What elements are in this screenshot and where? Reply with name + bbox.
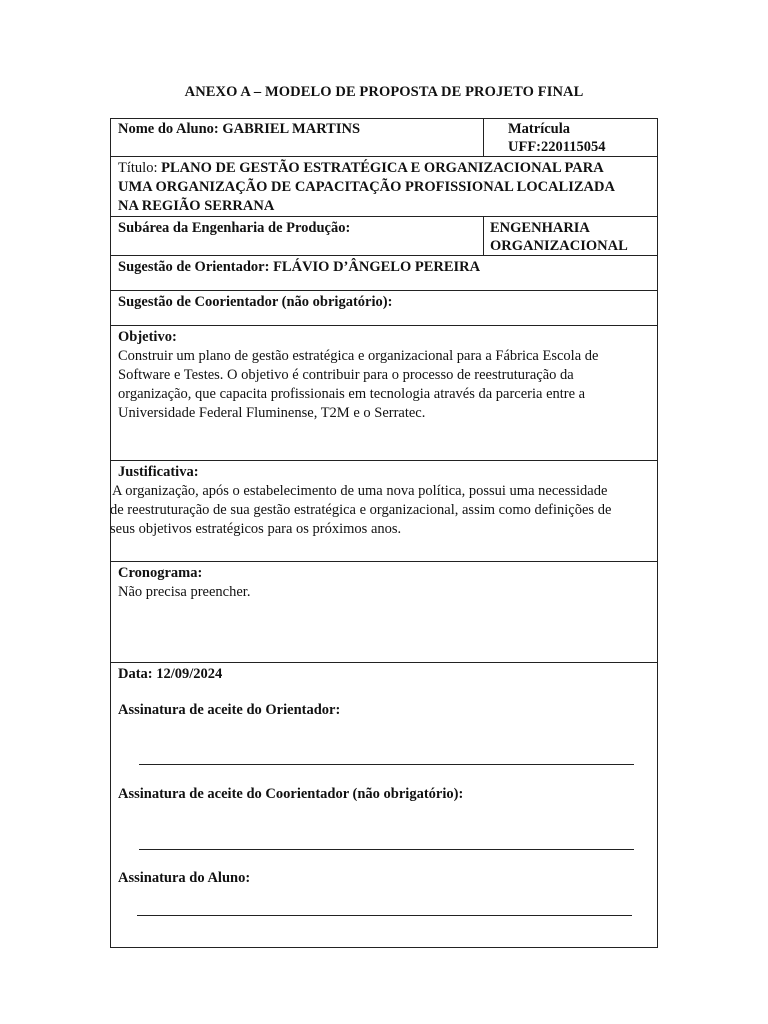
justification-label: Justificativa:	[118, 464, 199, 480]
student-signature-line	[137, 915, 632, 916]
objective-label: Objetivo:	[118, 329, 177, 345]
matricula-label: Matrícula	[508, 121, 571, 137]
signatures-row	[111, 662, 657, 947]
matricula-value: UFF:220115054	[508, 139, 606, 155]
subarea-value-cell	[483, 217, 657, 255]
objective-row	[111, 325, 657, 460]
advisor-signature-label: Assinatura de aceite do Orientador:	[118, 702, 341, 718]
subarea-label-cell	[111, 217, 483, 255]
objective-line-2: Software e Testes. O objetivo é contribuir para o processo de reestruturação da	[118, 367, 574, 383]
advisor-label: Sugestão de Orientador:	[118, 259, 270, 275]
subarea-value-line-1: ENGENHARIA	[490, 220, 590, 236]
title-row	[111, 156, 657, 216]
subarea-value-line-2: ORGANIZACIONAL	[490, 238, 628, 254]
objective-line-4: Universidade Federal Fluminense, T2M e o Serratec.	[118, 405, 426, 421]
schedule-value: Não precisa preencher.	[118, 584, 251, 600]
matricula-cell	[483, 119, 657, 156]
coadvisor-signature-label: Assinatura de aceite do Coorientador (não obrigatório):	[118, 786, 464, 802]
coadvisor-label: Sugestão de Coorientador (não obrigatório):	[118, 294, 393, 310]
coadvisor-row	[111, 290, 657, 325]
title-line-3: NA REGIÃO SERRANA	[118, 198, 275, 214]
justification-row	[111, 460, 657, 561]
title-line-2: UMA ORGANIZAÇÃO DE CAPACITAÇÃO PROFISSIONAL LOCALIZADA	[118, 179, 615, 195]
date-label: Data: 12/09/2024	[118, 666, 223, 682]
title-label: Título:	[118, 160, 158, 176]
proposal-form-table	[110, 118, 658, 948]
schedule-row	[111, 561, 657, 662]
title-line-1: PLANO DE GESTÃO ESTRATÉGICA E ORGANIZACIONAL PARA	[161, 160, 604, 176]
justification-line-1: A organização, após o estabelecimento de uma nova política, possui uma necessidade	[112, 483, 608, 499]
student-name-value: GABRIEL MARTINS	[222, 121, 361, 137]
advisor-value: FLÁVIO D’ÂNGELO PEREIRA	[273, 259, 481, 275]
schedule-label: Cronograma:	[118, 565, 203, 581]
subarea-row	[111, 216, 657, 255]
student-row	[111, 119, 657, 156]
student-signature-label: Assinatura do Aluno:	[118, 870, 251, 886]
objective-line-3: organização, que capacita profissionais em tecnologia através da parceria entre a	[118, 386, 586, 402]
student-name-cell	[111, 119, 483, 156]
advisor-signature-line	[139, 764, 634, 765]
page-title: ANEXO A – MODELO DE PROPOSTA DE PROJETO FINAL	[184, 84, 584, 100]
subarea-label: Subárea da Engenharia de Produção:	[118, 220, 351, 236]
justification-line-2: de reestruturação de sua gestão estratégica e organizacional, assim como definições de	[110, 502, 612, 518]
coadvisor-signature-line	[139, 849, 634, 850]
advisor-row	[111, 255, 657, 290]
student-name-label: Nome do Aluno:	[118, 121, 219, 137]
objective-line-1: Construir um plano de gestão estratégica e organizacional para a Fábrica Escola de	[118, 348, 599, 364]
justification-line-3: seus objetivos estratégicos para os próximos anos.	[110, 521, 402, 537]
